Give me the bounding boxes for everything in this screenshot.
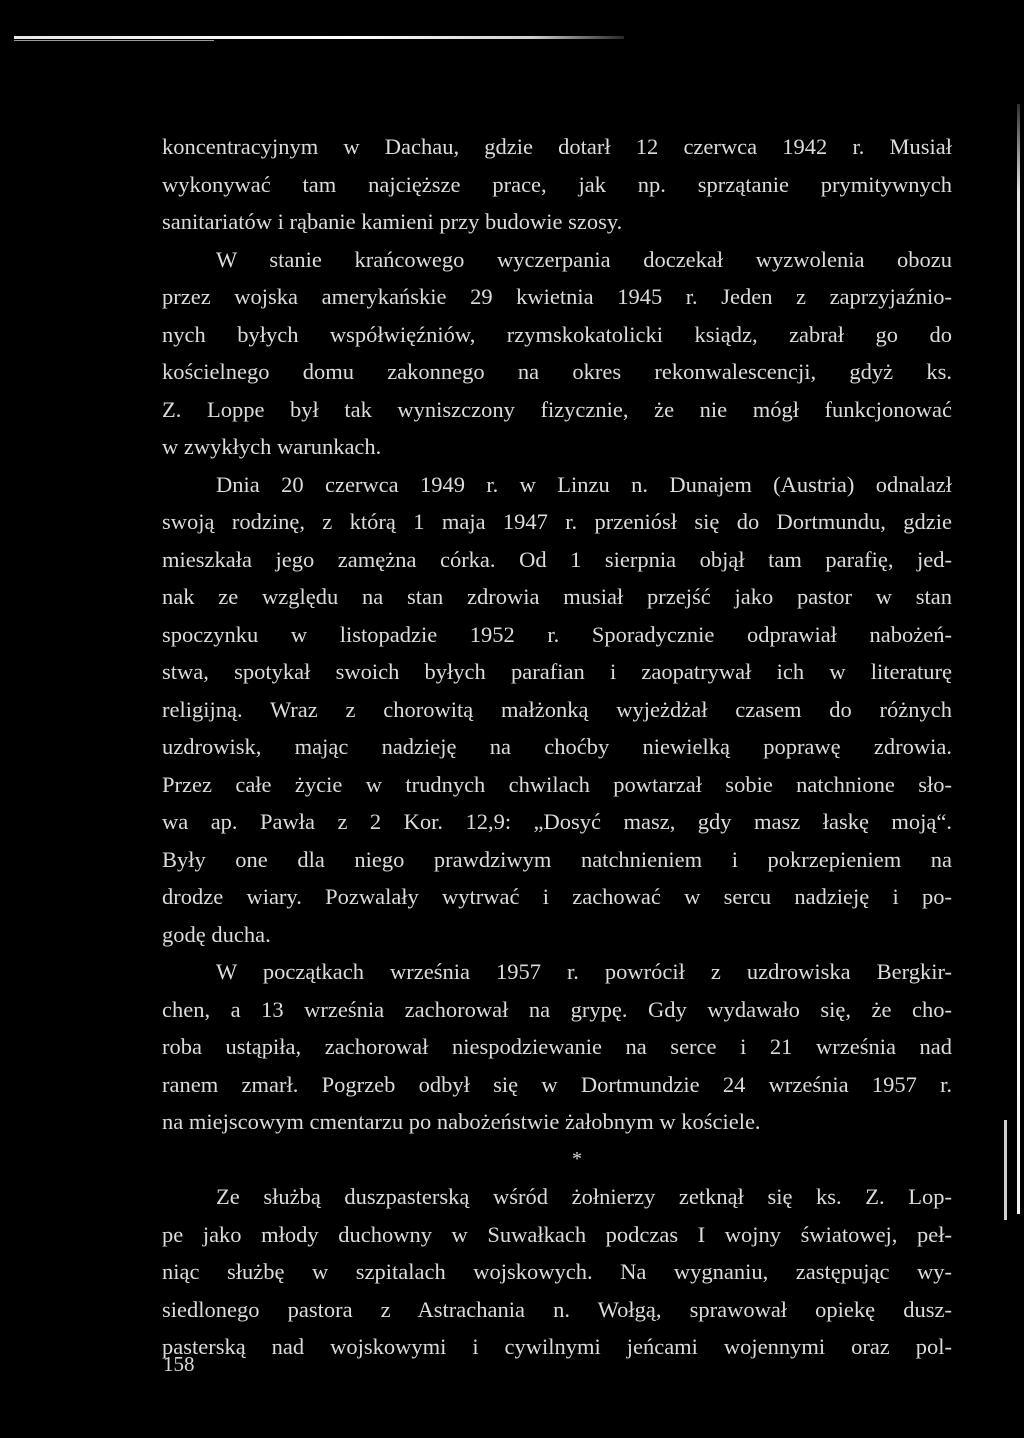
text-line: kościelnego domu zakonnego na okres rekonwalescencji, gdyż ks. bbox=[162, 359, 952, 384]
text-line: drodze wiary. Pozwalały wytrwać i zachować w sercu nadzieję i po- bbox=[162, 884, 952, 909]
text-line: koncentracyjnym w Dachau, gdzie dotarł 12 czerwca 1942 r. Musiał bbox=[162, 134, 952, 159]
text-line: nych byłych współwięźniów, rzymskokatolicki ksiądz, zabrał go do bbox=[162, 321, 952, 347]
text-line: wa ap. Pawła z 2 Kor. 12,9: „Dosyć masz, gdy masz łaskę moją“. bbox=[162, 809, 952, 834]
section-separator: * bbox=[572, 1147, 582, 1170]
text-line: Były one dla niego prawdziwym natchnieniem i pokrzepieniem na bbox=[162, 846, 952, 872]
text-line: W początkach września 1957 r. powrócił z uzdrowiska Bergkir- bbox=[216, 959, 952, 984]
text-line: W stanie krańcowego wyczerpania doczekał wyzwolenia obozu bbox=[216, 246, 952, 272]
text-line: chen, a 13 września zachorował na grypę. Gdy wydawało się, że cho- bbox=[162, 996, 952, 1022]
text-line: ranem zmarł. Pogrzeb odbył się w Dortmundzie 24 września 1957 r. bbox=[162, 1071, 952, 1097]
text-line: przez wojska amerykańskie 29 kwietnia 1945 r. Jeden z zaprzyjaźnio- bbox=[162, 284, 952, 309]
scan-edge-top bbox=[14, 36, 624, 39]
text-line: nak ze względu na stan zdrowia musiał przejść jako pastor w stan bbox=[162, 584, 952, 609]
text-line: siedlonego pastora z Astrachania n. Wołgą, sprawował opiekę dusz- bbox=[162, 1296, 952, 1322]
text-line: pe jako młody duchowny w Suwałkach podczas I wojny światowej, peł- bbox=[162, 1221, 952, 1247]
text-line: pasterską nad wojskowymi i cywilnymi jeńcami wojennymi oraz pol- bbox=[162, 1334, 952, 1359]
text-line: wykonywać tam najcięższe prace, jak np. sprzątanie prymitywnych bbox=[162, 171, 952, 197]
text-line: roba ustąpiła, zachorował niespodziewanie na serce i 21 września nad bbox=[162, 1034, 952, 1059]
scan-edge-right-mark bbox=[1004, 1120, 1007, 1220]
page-body-text bbox=[162, 128, 952, 1366]
text-line: godę ducha. bbox=[162, 921, 271, 947]
text-line: niąc służbę w szpitalach wojskowych. Na wygnaniu, zastępując wy- bbox=[162, 1259, 952, 1284]
text-line: sanitariatów i rąbanie kamieni przy budowie szosy. bbox=[162, 209, 623, 234]
text-line: Dnia 20 czerwca 1949 r. w Linzu n. Dunajem (Austria) odnalazł bbox=[216, 471, 952, 497]
text-line: mieszkała jego zamężna córka. Od 1 sierpnia objął tam parafię, jed- bbox=[162, 546, 952, 572]
text-line: uzdrowisk, mając nadzieję na choćby niewielką poprawę zdrowia. bbox=[162, 734, 952, 759]
scan-edge-top-thin bbox=[14, 40, 214, 41]
page-number: 158 bbox=[163, 1352, 195, 1376]
text-line: religijną. Wraz z chorowitą małżonką wyjeżdżał czasem do różnych bbox=[162, 696, 952, 722]
text-line: swoją rodzinę, z którą 1 maja 1947 r. przeniósł się do Dortmundu, gdzie bbox=[162, 509, 952, 534]
text-line: Ze służbą duszpasterską wśród żołnierzy zetknął się ks. Z. Lop- bbox=[216, 1184, 952, 1209]
scan-edge-right bbox=[1017, 104, 1020, 1214]
text-line: Z. Loppe był tak wyniszczony fizycznie, że nie mógł funkcjonować bbox=[162, 396, 952, 422]
text-line: Przez całe życie w trudnych chwilach powtarzał sobie natchnione sło- bbox=[162, 771, 952, 797]
text-line: w zwykłych warunkach. bbox=[162, 434, 382, 459]
text-line: na miejscowym cmentarzu po nabożeństwie żałobnym w kościele. bbox=[162, 1109, 761, 1134]
text-line: spoczynku w listopadzie 1952 r. Sporadycznie odprawiał nabożeń- bbox=[162, 621, 952, 647]
text-line: stwa, spotykał swoich byłych parafian i zaopatrywał ich w literaturę bbox=[162, 659, 952, 684]
